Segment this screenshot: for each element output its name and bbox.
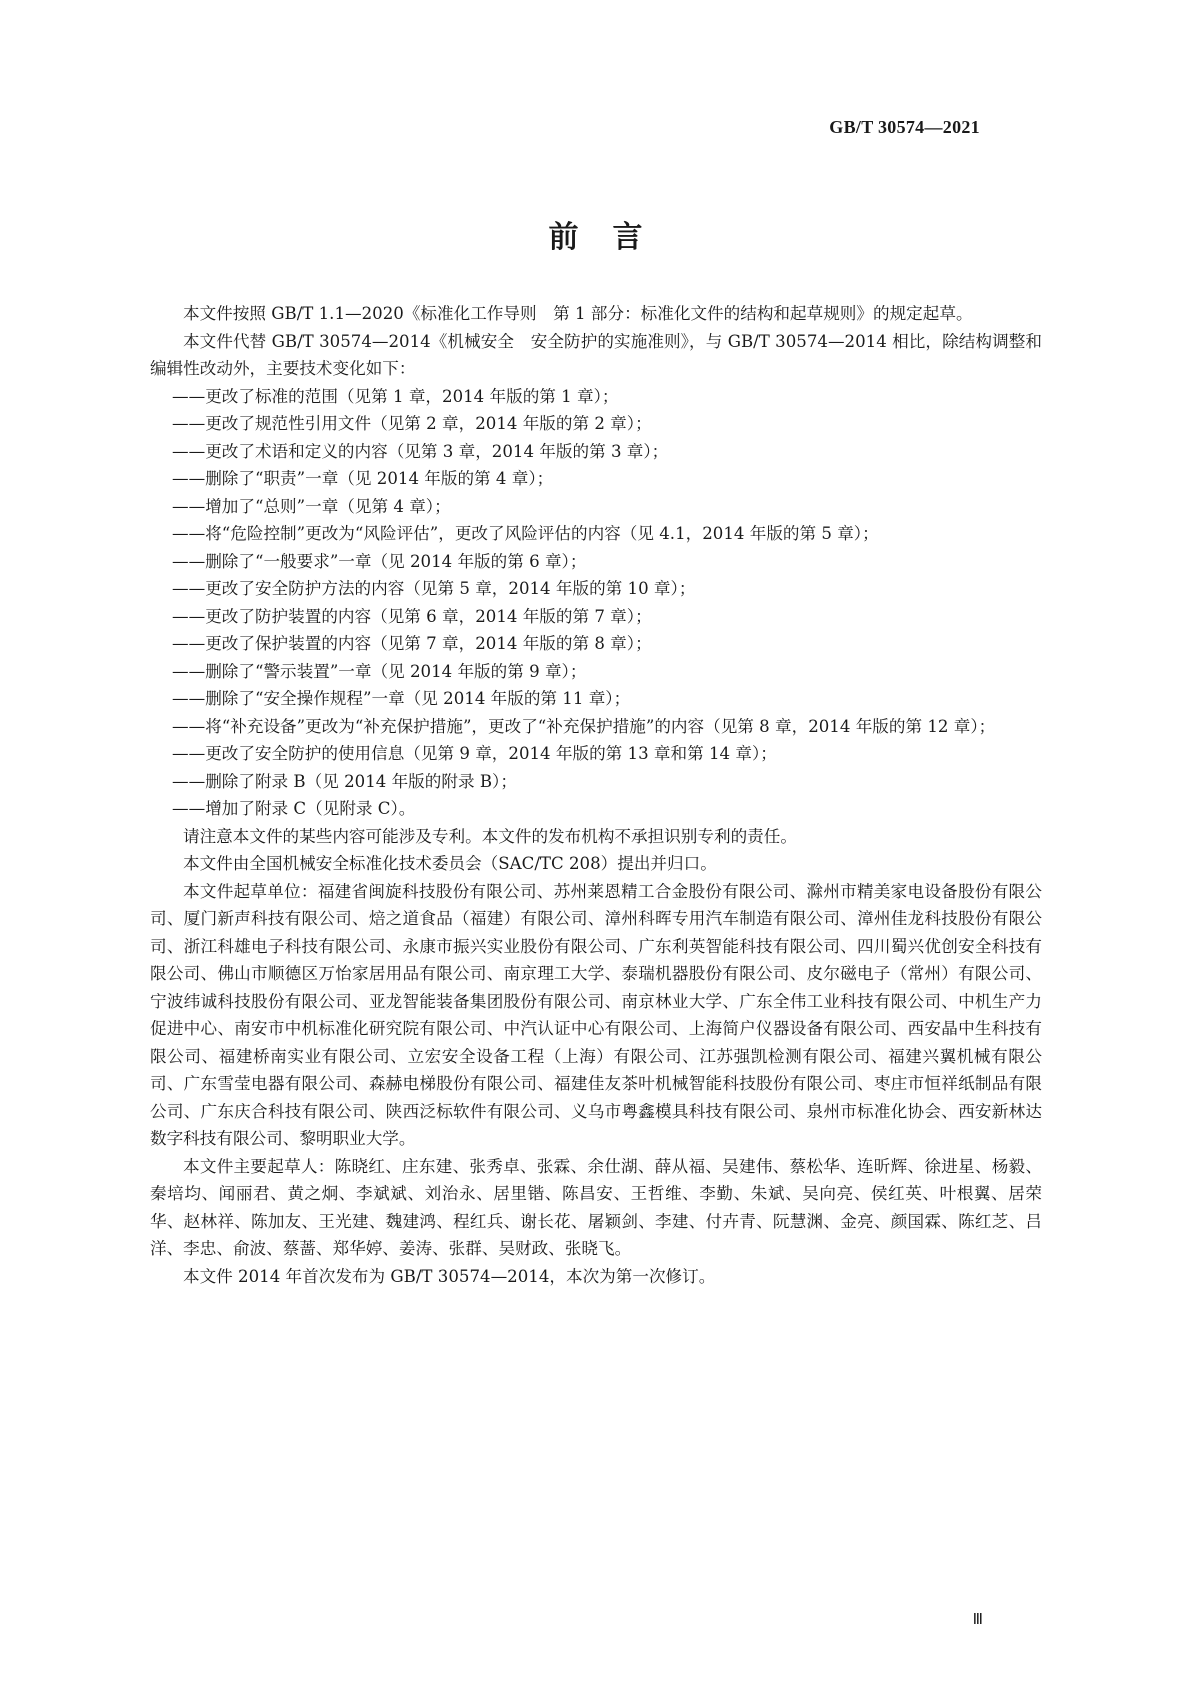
list-item: ——删除了“一般要求”一章（见 2014 年版的第 6 章）； xyxy=(172,551,587,571)
list-item: ——更改了安全防护的使用信息（见第 9 章，2014 年版的第 13 章和第 14 章）； xyxy=(172,744,777,763)
paragraph-drafting-rules: 本文件按照 GB/T 1.1—2020《标准化工作导则 第 1 部分：标准化文件的结构和起草规则》的规定起草。 xyxy=(183,304,973,323)
page-number: Ⅲ xyxy=(972,1612,983,1628)
paragraph-replacement: 本文件代替 GB/T 30574—2014《机械安全 安全防护的实施准则》，与 GB/T 30574—2014 相比，除结构调整和编辑性改动外，主要技术变化如下： xyxy=(150,331,1042,378)
list-item: ——将“危险控制”更改为“风险评估”，更改了风险评估的内容（见 4.1，2014 年版的第 5 章）； xyxy=(172,524,879,543)
foreword-body xyxy=(150,300,1042,1290)
paragraph-drafting-units: 本文件起草单位：福建省闽旋科技股份有限公司、苏州莱恩精工合金股份有限公司、滁州市精美家电设备股份有限公司、厦门新声科技有限公司、焙之道食品（福建）有限公司、漳州科晖专用汽车制造有限公司、漳州佳龙科技股份有限公司、浙江科雄电子科技有限公司、永康市振兴实业股份有限公司、广东利英智能科技有限公司、四川蜀兴优创安全科技有限公司、佛山市顺德区万怡家居用品有限公司、南京理工大学、泰瑞机器股份有限公司、皮尔磁电子（常州）有限公司、宁波纬诚科技股份有限公司、亚龙智能装备集团股份有限公司、南京林业大学、广东全伟工业科技有限公司、中机生产力促进中心、南安市中机标准化研究院有限公司、中汽认证中心有限公司、上海简户仪器设备有限公司、西安晶中生科技有限公司、福建桥南实业有限公司、立宏安全设备工程（上海）有限公司、江苏强凯检测有限公司、福建兴翼机械有限公司、广东雪莹电器有限公司、森赫电梯股份有限公司、福建佳友茶叶机械智能科技股份有限公司、枣庄市恒祥纸制品有限公司、广东庆合科技有限公司、陕西泛标软件有限公司、义乌市粤鑫模具科技有限公司、泉州市标准化协会、西安新林达数字科技有限公司、黎明职业大学。 xyxy=(150,881,1042,1148)
list-item: ——更改了标准的范围（见第 1 章，2014 年版的第 1 章）； xyxy=(172,386,619,406)
list-item: ——增加了附录 C（见附录 C）。 xyxy=(172,799,416,818)
list-item: ——删除了附录 B（见 2014 年版的附录 B）； xyxy=(172,771,517,791)
paragraph-publication-history: 本文件 2014 年首次发布为 GB/T 30574—2014，本次为第一次修订。 xyxy=(183,1266,716,1286)
list-item: ——删除了“职责”一章（见 2014 年版的第 4 章）； xyxy=(172,469,554,488)
list-item: ——更改了术语和定义的内容（见第 3 章，2014 年版的第 3 章）； xyxy=(172,441,669,461)
changes-list xyxy=(150,383,1042,823)
paragraph-drafters: 本文件主要起草人：陈晓红、庄东建、张秀卓、张霖、余仕湖、薛从福、吴建伟、蔡松华、连昕辉、徐进星、杨毅、秦培均、闻丽君、黄之炯、李斌斌、刘治永、居里锴、陈昌安、王哲维、李勤、朱斌、吴向亮、侯红英、叶根翼、居荣华、赵林祥、陈加友、王光建、魏建鸿、程红兵、谢长花、屠颖剑、李建、付卉青、阮慧渊、金亮、颜国霖、陈红芝、吕洋、李忠、俞波、蔡蔷、郑华婷、姜涛、张群、吴财政、张晓飞。 xyxy=(150,1156,1042,1258)
paragraph-committee: 本文件由全国机械安全标准化技术委员会（SAC/TC 208）提出并归口。 xyxy=(183,854,717,873)
list-item: ——更改了保护装置的内容（见第 7 章，2014 年版的第 8 章）； xyxy=(172,634,652,653)
page-title: 前言 xyxy=(548,220,677,255)
list-item: ——删除了“安全操作规程”一章（见 2014 年版的第 11 章）； xyxy=(172,689,631,708)
paragraph-patent-notice: 请注意本文件的某些内容可能涉及专利。本文件的发布机构不承担识别专利的责任。 xyxy=(183,826,797,846)
list-item: ——增加了“总则”一章（见第 4 章）； xyxy=(172,496,451,516)
list-item: ——删除了“警示装置”一章（见 2014 年版的第 9 章）； xyxy=(172,661,587,681)
standard-number: GB/T 30574—2021 xyxy=(829,117,980,137)
list-item: ——更改了安全防护方法的内容（见第 5 章，2014 年版的第 10 章）； xyxy=(172,579,696,598)
list-item: ——将“补充设备”更改为“补充保护措施”，更改了“补充保护措施”的内容（见第 8 章，2014 年版的第 12 章）； xyxy=(172,716,996,736)
list-item: ——更改了规范性引用文件（见第 2 章，2014 年版的第 2 章）； xyxy=(172,414,652,433)
list-item: ——更改了防护装置的内容（见第 6 章，2014 年版的第 7 章）； xyxy=(172,606,652,626)
